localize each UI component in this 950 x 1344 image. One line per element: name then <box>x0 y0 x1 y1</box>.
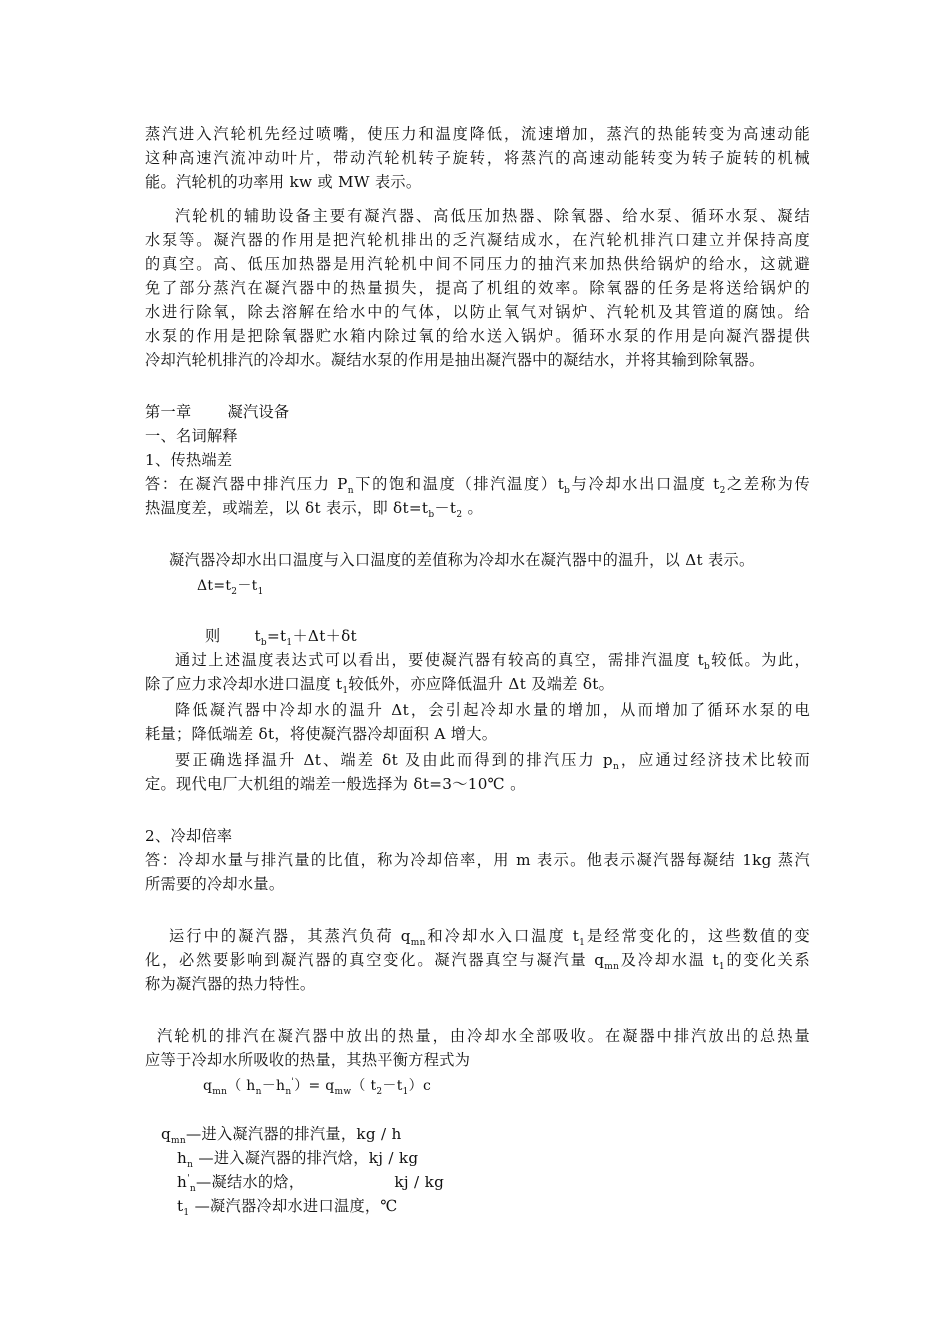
text-run: －h <box>261 1078 286 1094</box>
text-run: 下的饱和温度（排汽温度）t <box>353 475 565 493</box>
chapter-name: 凝汽设备 <box>227 403 290 421</box>
text-run: 的变化关系 <box>724 951 811 969</box>
text-run: q <box>203 1078 213 1094</box>
intro-p1-line3: 能。汽轮机的功率用 kw 或 MW 表示。 <box>145 173 422 191</box>
text-run: ）c <box>408 1078 432 1094</box>
subscript: 1 <box>257 586 264 597</box>
text-run: （ h <box>227 1078 256 1094</box>
text-run: 。 <box>462 499 483 517</box>
subscript: mn <box>212 1086 228 1097</box>
term2-p1-line2 <box>145 948 810 972</box>
temperature-rise-definition: 凝汽器冷却水出口温度与入口温度的差值称为冷却水在凝汽器中的温升，以 Δt 表示。 <box>169 551 755 569</box>
text-run: －t <box>434 499 457 517</box>
text-run: t <box>177 1197 184 1215</box>
text-run: 和冷却水入口温度 t <box>425 927 580 945</box>
text-run: －t <box>237 578 258 594</box>
term2-answer-line1: 答：冷却水量与排汽量的比值，称为冷却倍率，用 m 表示。他表示凝汽器每凝结 1kg 蒸汽 <box>145 851 810 869</box>
subscript: mn <box>604 962 620 973</box>
text-run: 运行中的凝汽器，其蒸汽负荷 q <box>169 927 411 945</box>
superscript: ' <box>187 1173 190 1184</box>
superscript: ' <box>291 1077 295 1088</box>
term2-p2-line2: 应等于冷却水所吸收的热量，其热平衡方程式为 <box>145 1051 471 1069</box>
subscript: b <box>704 662 711 673</box>
section-heading: 一、名词解释 <box>145 427 238 445</box>
subscript: b <box>260 638 267 649</box>
intro-p2-line5: 水进行除氧，除去溶解在给水中的气体，以防止氧气对锅炉、汽轮机及其管道的腐蚀。给 <box>145 303 810 321</box>
term1-p4-line2: 耗量；降低端差 δt，将使凝汽器冷却面积 A 增大。 <box>145 725 498 743</box>
text-run: ＋Δt＋δt <box>292 627 357 645</box>
chapter-number: 第一章 <box>145 403 192 421</box>
term1-p3-line1 <box>175 648 810 672</box>
text-run: 热温度差，或端差，以 δt 表示，即 δt=t <box>145 499 429 517</box>
text-run: —进入凝汽器的排汽量，kg / h <box>185 1125 402 1143</box>
text-run: 则 <box>205 627 221 645</box>
term2-p1-line1 <box>169 924 810 948</box>
text-run: Δt=t <box>197 578 232 594</box>
chapter-title <box>145 400 289 424</box>
text-run: 除了应力求冷却水进口温度 t <box>145 675 343 693</box>
definition-qmn <box>161 1122 402 1146</box>
term1-p5-line2: 定。现代电厂大机组的端差一般选择为 δt=3～10℃ 。 <box>145 775 526 793</box>
text-run: 化，必然要影响到凝汽器的真空变化。凝汽器真空与凝汽量 q <box>145 951 605 969</box>
term2-p2-line1: 汽轮机的排汽在凝汽器中放出的热量，由冷却水全部吸收。在凝器中排汽放出的总热量 <box>157 1027 810 1045</box>
text-run: 与冷却水出口温度 t <box>570 475 720 493</box>
subscript: 1 <box>183 1208 190 1219</box>
intro-p2-line2: 水泵等。凝汽器的作用是把汽轮机排出的乏汽凝结成水，在汽轮机排汽口建立并保持高度 <box>145 231 810 249</box>
text-run: 及冷却水温 t <box>619 951 719 969</box>
text-run: （ t <box>351 1078 377 1094</box>
subscript: 2 <box>376 1086 383 1097</box>
text-run: h <box>177 1149 188 1167</box>
subscript: n <box>189 1184 196 1195</box>
subscript: b <box>564 486 571 497</box>
term1-answer-line2 <box>145 496 483 520</box>
subscript: mw <box>334 1086 352 1097</box>
subscript: mn <box>171 1136 186 1147</box>
subscript: n <box>187 1160 194 1171</box>
text-run: －t <box>382 1078 403 1094</box>
text-run: 之差称为传 <box>725 475 810 493</box>
intro-p2-line3: 的真空。高、低压加热器是用汽轮机中间不同压力的抽汽来加热供给锅炉的给水，这就避 <box>145 255 810 273</box>
text-run: 答：在凝汽器中排汽压力 P <box>145 475 348 493</box>
text-run: ）= q <box>294 1078 335 1094</box>
text-run: t <box>254 627 261 645</box>
term1-p5-line1 <box>175 748 810 772</box>
text-run: —进入凝汽器的排汽焓，kj / kg <box>193 1149 419 1167</box>
subscript: 2 <box>231 586 238 597</box>
subscript: n <box>347 486 354 497</box>
formula-delta-t <box>197 574 264 598</box>
subscript: n <box>612 762 620 773</box>
text-run: kj / kg <box>394 1173 445 1191</box>
subscript: 2 <box>456 510 463 521</box>
text-run: h <box>177 1173 188 1191</box>
term1-p3-line2 <box>145 672 614 696</box>
text-run: 较低。为此， <box>710 651 810 669</box>
term1-p4-line1: 降低凝汽器中冷却水的温升 Δt，会引起冷却水量的增加，从而增加了循环水泵的电 <box>175 701 810 719</box>
term2-heading: 2、冷却倍率 <box>145 827 233 845</box>
subscript: b <box>428 510 435 521</box>
intro-p1-line1: 蒸汽进入汽轮机先经过喷嘴，使压力和温度降低，流速增加，蒸汽的热能转变为高速动能 <box>145 125 810 143</box>
intro-p1-line2: 这种高速汽流冲动叶片，带动汽轮机转子旋转，将蒸汽的高速动能转变为转子旋转的机械 <box>145 149 810 167</box>
subscript: n <box>285 1086 292 1097</box>
term2-p1-line3: 称为凝汽器的热力特性。 <box>145 975 316 993</box>
text-run: 是经常变化的，这些数值的变 <box>585 927 810 945</box>
intro-p2-line6: 水泵的作用是把除氧器贮水箱内除过氧的给水送入锅炉。循环水泵的作用是向凝汽器提供 <box>145 327 810 345</box>
heat-balance-equation <box>203 1074 431 1098</box>
formula-tb <box>205 624 357 648</box>
subscript: mn <box>410 938 426 949</box>
term1-answer-line1 <box>145 472 810 496</box>
definition-hn <box>177 1146 418 1170</box>
subscript: 1 <box>286 638 293 649</box>
intro-p2-line4: 免了部分蒸汽在凝汽器中的热量损失，提高了机组的效率。除氧器的任务是将送给锅炉的 <box>145 279 810 297</box>
subscript: 1 <box>579 938 586 949</box>
text-run: —凝汽器冷却水进口温度，℃ <box>189 1197 398 1215</box>
text-run: =t <box>266 627 287 645</box>
text-run: q <box>161 1125 172 1143</box>
intro-p2-line1: 汽轮机的辅助设备主要有凝汽器、高低压加热器、除氧器、给水泵、循环水泵、凝结 <box>175 207 810 225</box>
subscript: 1 <box>718 962 725 973</box>
term1-heading: 1、传热端差 <box>145 451 233 469</box>
intro-p2-line7: 冷却汽轮机排汽的冷却水。凝结水泵的作用是抽出凝汽器中的凝结水，并将其输到除氧器。 <box>145 351 765 369</box>
text-run: ，应通过经济技术比较而 <box>619 751 810 769</box>
subscript: 1 <box>342 686 349 697</box>
subscript: n <box>255 1086 262 1097</box>
text-run: 要正确选择温升 Δt、端差 δt 及由此而得到的排汽压力 p <box>175 751 613 769</box>
term2-answer-line2: 所需要的冷却水量。 <box>145 875 285 893</box>
text-run: —凝结水的焓， <box>195 1173 305 1191</box>
subscript: 1 <box>402 1086 409 1097</box>
text-run: 较低外，亦应降低温升 Δt 及端差 δt。 <box>348 675 615 693</box>
definition-t1 <box>177 1194 398 1218</box>
subscript: 2 <box>719 486 726 497</box>
definition-hn-prime <box>177 1170 444 1194</box>
text-run: 通过上述温度表达式可以看出，要使凝汽器有较高的真空，需排汽温度 t <box>175 651 704 669</box>
